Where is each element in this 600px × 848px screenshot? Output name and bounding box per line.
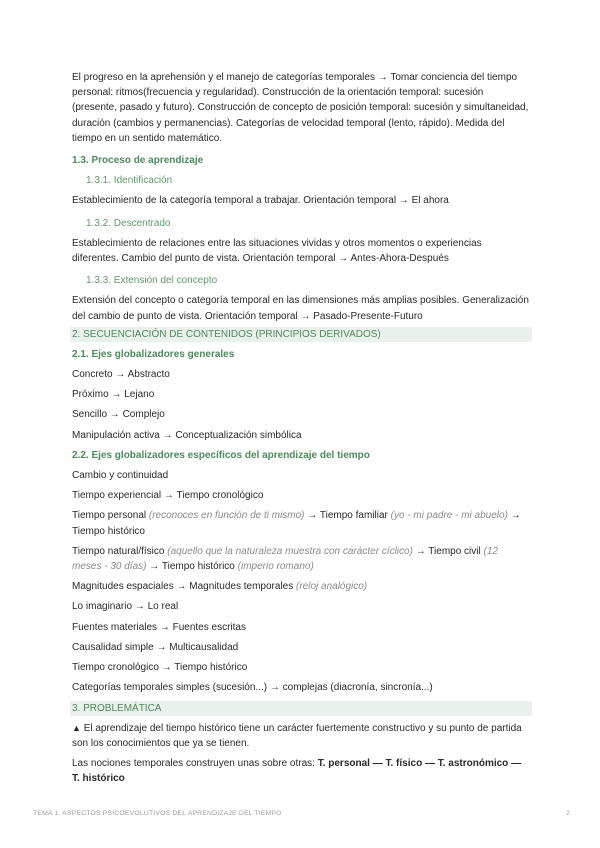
specific-axis-item: Tiempo experiencial → Tiempo cronológico [72, 490, 264, 502]
warning-triangle-icon: ▲ [72, 722, 81, 733]
specific-axis-item: Fuentes materiales → Fuentes escritas [72, 621, 246, 633]
section-2-band: 2. SECUENCIACIÓN DE CONTENIDOS (PRINCIPIOS DERIVADOS) [70, 327, 532, 342]
section-2-2-heading: 2.2. Ejes globalizadores específicos del aprendizaje del tiempo [72, 449, 370, 461]
text-aside: (aquello que la naturaleza muestra con carácter cíclico) [167, 545, 413, 557]
specific-axis-item: Cambio y continuidad [72, 470, 169, 482]
subsection-1-3-2-text: Establecimiento de relaciones entre las situaciones vividas y otros momentos o experiencias diferentes. Cambio del punto de vista. Orientación temporal → Antes-Ahora-Después [72, 237, 482, 265]
text-aside: (yo - mi padre - mi abuelo) [390, 510, 508, 522]
problem-text: El aprendizaje del tiempo histórico tiene un carácter fuertemente constructivo y su punto de partida son los conocimientos que ya se tienen. [72, 722, 522, 749]
subsection-1-3-1-text: Establecimiento de la categoría temporal a trabajar. Orientación temporal → El ahora [72, 195, 449, 207]
section-2-1-heading: 2.1. Ejes globalizadores generales [72, 348, 235, 360]
section-1-3-heading: 1.3. Proceso de aprendizaje [72, 155, 204, 167]
text-normal: → Tiempo civil [412, 545, 484, 557]
notions-sequence: T. personal — T. físico — T. astronómico — T. histórico [72, 757, 522, 785]
subsection-1-3-3-heading: 1.3.3. Extensión del concepto [86, 275, 218, 287]
page-content [72, 70, 530, 791]
specific-axis-item [72, 544, 530, 574]
footer-title: TEMA 1. ASPECTOS PSICOEVOLUTIVOS DEL APRENDIZAJE DEL TIEMPO [33, 810, 282, 817]
specific-axis-item: Tiempo cronológico → Tiempo histórico [72, 662, 248, 674]
subsection-1-3-1-heading: 1.3.1. Identificación [86, 175, 173, 187]
text-normal: Tiempo personal [72, 510, 149, 522]
specific-axis-item: Lo imaginario → Lo real [72, 601, 179, 613]
axis-item: Manipulación activa → Conceptualización simbólica [72, 429, 302, 441]
specific-axis-item: Categorías temporales simples (sucesión...) → complejas (diacronía, sincronía...) [72, 682, 433, 694]
notions-text: Las nociones temporales construyen unas sobre otras: [72, 757, 318, 769]
subsection-1-3-2-heading: 1.3.2. Descentrado [86, 217, 171, 229]
page-number: 2 [566, 810, 570, 817]
subsection-1-3-3-text: Extensión del concepto o categoría temporal en las dimensiones más amplias posibles. Generalización del cambio de punto de vista. Orientación temporal → Pasado-Presente-Futuro [72, 295, 529, 322]
axis-item: Próximo → Lejano [72, 389, 155, 401]
intro-paragraph: El progreso en la aprehensión y el manejo de categorías temporales → Tomar conciencia del tiempo personal: ritmos(frecuencia y regularidad). Construcción de la orientación temporal: sucesión (presente, pasado y futuro). Construcción de concepto de posición temporal: sucesión y simultaneidad, duración (cambios y permanencias). Categorías de velocidad temporal (lento, rápido). Medida del tiempo en un sentido matemático. [72, 72, 529, 144]
axis-item: Concreto → Abstracto [72, 369, 170, 381]
text-normal: Magnitudes espaciales → Magnitudes temporales [72, 581, 297, 593]
problem-paragraph [72, 721, 530, 751]
notions-paragraph [72, 756, 530, 786]
text-aside: (imperio romano) [237, 561, 314, 573]
section-3-band: 3. PROBLEMÁTICA [70, 701, 532, 716]
text-normal: → Tiempo histórico [146, 561, 238, 573]
axis-item: Sencillo → Complejo [72, 409, 165, 421]
specific-axis-item: Causalidad simple → Multicausalidad [72, 641, 239, 653]
text-normal: → Tiempo histórico [72, 510, 521, 537]
text-normal: → Tiempo familiar [304, 510, 391, 522]
text-normal: Tiempo natural/físico [72, 545, 168, 557]
page-footer [33, 810, 570, 817]
specific-axis-item [72, 508, 530, 538]
specific-axis-item [72, 579, 530, 594]
text-aside: (12 meses - 30 días) [72, 545, 498, 573]
text-aside: (reloj analógico) [296, 581, 368, 593]
text-aside: (reconoces en función de ti mismo) [148, 510, 305, 522]
